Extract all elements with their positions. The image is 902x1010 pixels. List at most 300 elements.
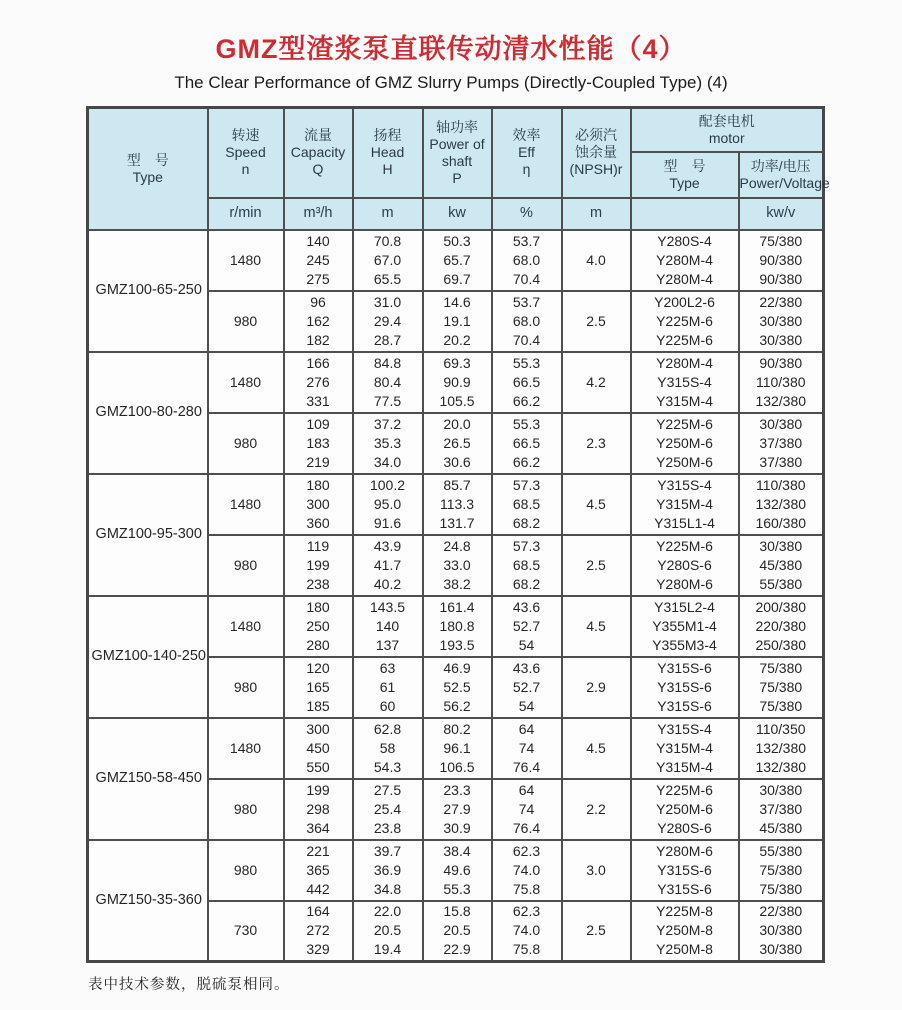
eff-values-line: 68.5 — [512, 556, 541, 573]
speed-value — [208, 535, 284, 596]
motor-type-values-line: Y315S-4 — [657, 720, 712, 737]
npsh-value — [562, 657, 631, 718]
shaft-power-values-line: 24.8 — [443, 537, 471, 554]
model-name — [88, 840, 208, 962]
power-voltage-values-line: 30/380 — [759, 781, 803, 798]
col-header-type — [88, 108, 208, 230]
eff-values-line: 75.8 — [512, 941, 541, 958]
motor-type-values-line: Y355M3-4 — [652, 636, 717, 653]
eff-values-line: 66.5 — [512, 373, 541, 390]
npsh-value-line: 2.5 — [586, 312, 606, 329]
head-values-line: 23.8 — [373, 819, 402, 836]
shaft-power-values-line: 30.9 — [443, 819, 471, 836]
power-voltage-values-line: 75/380 — [759, 697, 803, 714]
speed-value — [208, 779, 284, 840]
model-name — [88, 718, 208, 840]
motor-type-values-line: Y250M-6 — [656, 434, 713, 451]
capacity-values-line: 199 — [306, 781, 330, 798]
eff-values-line: 57.3 — [512, 537, 541, 554]
npsh-value-line: 2.9 — [586, 678, 606, 695]
motor-type-values — [631, 779, 739, 840]
col-header-speed-sym: n — [241, 161, 250, 178]
npsh-value — [562, 779, 631, 840]
power-voltage-values — [739, 901, 824, 962]
shaft-power-values — [423, 718, 492, 779]
eff-values-line: 68.5 — [512, 495, 541, 512]
power-voltage-values-line: 110/380 — [755, 476, 806, 493]
power-voltage-values — [739, 779, 824, 840]
model-name — [88, 474, 208, 596]
power-voltage-values-line: 75/380 — [759, 232, 803, 249]
capacity-values-line: 272 — [306, 922, 330, 939]
shaft-power-values-line: 69.3 — [443, 354, 471, 371]
head-values — [353, 779, 423, 840]
eff-values-line: 75.8 — [512, 880, 541, 897]
speed-value — [208, 901, 284, 962]
eff-values — [492, 779, 562, 840]
shaft-power-values-line: 80.2 — [443, 720, 471, 737]
capacity-values — [284, 291, 353, 352]
motor-type-values — [631, 718, 739, 779]
head-values-line: 80.4 — [373, 373, 402, 390]
power-voltage-values — [739, 596, 824, 657]
head-values-line: 140 — [375, 617, 400, 634]
table-row — [88, 596, 824, 657]
eff-values — [492, 901, 562, 962]
col-header-head — [353, 108, 423, 198]
motor-type-values-line: Y280S-6 — [657, 556, 712, 573]
capacity-values-line: 331 — [306, 392, 330, 409]
capacity-values-line: 199 — [306, 556, 330, 573]
speed-value-line: 980 — [233, 434, 258, 451]
shaft-power-values — [423, 840, 492, 901]
shaft-power-values — [423, 535, 492, 596]
eff-values-line: 53.7 — [512, 293, 541, 310]
col-header-power-voltage — [739, 152, 830, 198]
motor-type-values-line: Y225M-6 — [656, 537, 713, 554]
head-values-line: 58 — [379, 739, 396, 756]
speed-value — [208, 291, 284, 352]
unit-motor-type — [631, 198, 739, 230]
power-voltage-values-line: 90/380 — [759, 354, 803, 371]
shaft-power-values — [423, 230, 492, 291]
col-header-speed — [208, 108, 284, 198]
motor-type-values-line: Y315S-6 — [657, 659, 712, 676]
capacity-values-line: 185 — [306, 697, 330, 714]
head-values-line: 19.4 — [373, 941, 402, 958]
head-values-line: 100.2 — [369, 476, 406, 493]
shaft-power-values-line: 106.5 — [439, 758, 475, 775]
power-voltage-values — [739, 352, 824, 413]
motor-type-values — [631, 596, 739, 657]
speed-value — [208, 657, 284, 718]
motor-type-values-line: Y315M-4 — [656, 392, 713, 409]
npsh-value — [562, 840, 631, 901]
eff-values-line: 52.7 — [512, 678, 541, 695]
eff-values-line: 64 — [518, 781, 535, 798]
motor-type-values-line: Y280S-6 — [657, 819, 712, 836]
motor-type-values — [631, 657, 739, 718]
model-name — [88, 230, 208, 352]
col-header-eff-zh: 效率 — [512, 127, 541, 144]
eff-values — [492, 718, 562, 779]
col-header-motor-zh: 配套电机 — [698, 112, 755, 129]
motor-type-values-line: Y355M1-4 — [652, 617, 717, 634]
power-voltage-values-line: 132/380 — [755, 495, 807, 512]
col-header-shaft-power — [423, 108, 492, 198]
shaft-power-values-line: 38.2 — [443, 575, 471, 592]
npsh-value — [562, 901, 631, 962]
motor-type-values-line: Y225M-6 — [656, 312, 713, 329]
power-voltage-values — [739, 230, 824, 291]
shaft-power-values-line: 26.5 — [443, 434, 471, 451]
motor-type-values-line: Y280M-4 — [656, 354, 713, 371]
head-values-line: 41.7 — [373, 556, 402, 573]
npsh-value-line: 4.2 — [586, 373, 606, 390]
power-voltage-values-line: 75/380 — [759, 659, 803, 676]
head-values-line: 31.0 — [373, 293, 402, 310]
shaft-power-values-line: 113.3 — [440, 495, 474, 512]
shaft-power-values-line: 65.7 — [443, 251, 471, 268]
motor-type-values — [631, 413, 739, 474]
shaft-power-values-line: 180.8 — [439, 617, 475, 634]
motor-type-values-line: Y250M-8 — [656, 922, 713, 939]
shaft-power-values — [423, 779, 492, 840]
power-voltage-values-line: 160/380 — [755, 514, 807, 531]
table-row — [88, 352, 824, 413]
model-name-line: GMZ100-80-280 — [95, 404, 202, 420]
eff-values-line: 57.3 — [512, 476, 541, 493]
footnote: 表中技术参数，脱硫泵相同。 — [88, 977, 290, 993]
motor-type-values-line: Y315S-6 — [657, 861, 712, 878]
shaft-power-values-line: 193.5 — [439, 636, 475, 653]
power-voltage-values-line: 22/380 — [759, 293, 803, 310]
power-voltage-values-line: 132/380 — [755, 392, 807, 409]
table-row — [88, 840, 824, 901]
speed-value — [208, 352, 284, 413]
model-name-line: GMZ150-35-360 — [95, 891, 202, 908]
eff-values-line: 70.4 — [512, 270, 541, 287]
speed-value — [208, 596, 284, 657]
head-values-line: 60 — [379, 697, 396, 714]
capacity-values-line: 245 — [306, 251, 330, 268]
shaft-power-values-line: 46.9 — [443, 659, 471, 676]
motor-type-values-line: Y280M-4 — [656, 270, 713, 287]
shaft-power-values-line: 90.9 — [443, 373, 471, 390]
eff-values-line: 55.3 — [512, 354, 541, 371]
unit-head: m — [353, 198, 423, 230]
speed-value — [208, 474, 284, 535]
motor-type-values-line: Y315M-4 — [656, 495, 713, 512]
unit-capacity: m³/h — [284, 198, 353, 230]
shaft-power-values-line: 23.3 — [443, 781, 471, 798]
power-voltage-values — [739, 474, 824, 535]
speed-value-line: 1480 — [229, 739, 262, 756]
head-values-line: 28.7 — [373, 331, 402, 348]
capacity-values — [284, 779, 353, 840]
capacity-values-line: 238 — [306, 575, 330, 592]
power-voltage-values-line: 110/350 — [755, 720, 806, 737]
unit-power: kw — [423, 198, 492, 230]
head-values-line: 91.6 — [373, 514, 402, 531]
col-header-pv-zh: 功率/电压 — [750, 157, 811, 174]
power-voltage-values — [739, 657, 824, 718]
col-header-motor-type — [631, 152, 739, 198]
head-values-line: 63 — [379, 659, 396, 676]
speed-value-line: 1480 — [229, 617, 262, 634]
unit-eff: % — [492, 198, 562, 230]
eff-values-line: 55.3 — [512, 415, 541, 432]
shaft-power-values-line: 96.1 — [443, 739, 471, 756]
shaft-power-values — [423, 901, 492, 962]
power-voltage-values-line: 30/380 — [759, 922, 803, 939]
shaft-power-values — [423, 596, 492, 657]
unit-power-voltage: kw/v — [739, 198, 824, 230]
head-values-line: 35.3 — [373, 434, 402, 451]
head-values-line: 27.5 — [373, 781, 402, 798]
col-header-type-zh: 型 号 — [126, 151, 169, 168]
eff-values — [492, 230, 562, 291]
head-values-line: 39.7 — [373, 842, 402, 859]
shaft-power-values — [423, 474, 492, 535]
motor-type-values — [631, 230, 739, 291]
head-values-line: 37.2 — [373, 415, 402, 432]
motor-type-values-line: Y250M-8 — [656, 941, 713, 958]
eff-values-line: 74 — [518, 800, 535, 817]
shaft-power-values-line: 20.5 — [443, 922, 471, 939]
npsh-value — [562, 413, 631, 474]
capacity-values-line: 300 — [306, 720, 330, 737]
capacity-values-line: 162 — [306, 312, 330, 329]
head-values-line: 20.5 — [373, 922, 402, 939]
col-header-motor-type-zh: 型 号 — [663, 157, 706, 174]
page-title: GMZ型渣浆泵直联传动清水性能（4） — [215, 34, 687, 64]
head-values — [353, 352, 423, 413]
capacity-values — [284, 657, 353, 718]
eff-values-line: 74.0 — [512, 922, 541, 939]
shaft-power-values-line: 85.7 — [443, 476, 471, 493]
shaft-power-values — [423, 657, 492, 718]
shaft-power-values — [423, 413, 492, 474]
head-values-line: 61 — [379, 678, 396, 695]
table-row — [88, 474, 824, 535]
col-header-npsh-zh1: 必须汽 — [575, 127, 617, 144]
head-values-line: 65.5 — [373, 270, 402, 287]
power-voltage-values-line: 220/380 — [755, 617, 807, 634]
shaft-power-values-line: 15.8 — [443, 903, 471, 920]
capacity-values-line: 298 — [306, 800, 330, 817]
model-name-line: GMZ100-65-250 — [95, 282, 202, 298]
head-values — [353, 596, 423, 657]
capacity-values-line: 276 — [306, 373, 330, 390]
head-values-line: 84.8 — [373, 354, 402, 371]
power-voltage-values-line: 55/380 — [759, 575, 803, 592]
model-name-line: GMZ150-58-450 — [95, 770, 202, 786]
eff-values — [492, 596, 562, 657]
motor-type-values-line: Y250M-6 — [656, 453, 713, 470]
capacity-values — [284, 840, 353, 901]
capacity-values-line: 96 — [310, 293, 326, 310]
model-name — [88, 596, 208, 718]
eff-values-line: 62.3 — [512, 842, 541, 859]
speed-value — [208, 840, 284, 901]
npsh-value — [562, 535, 631, 596]
head-values-line: 67.0 — [373, 251, 402, 268]
performance-table — [86, 106, 830, 963]
motor-type-values — [631, 291, 739, 352]
capacity-values-line: 300 — [306, 495, 330, 512]
capacity-values-line: 250 — [306, 617, 330, 634]
speed-value-line: 1480 — [229, 373, 262, 390]
eff-values-line: 76.4 — [512, 758, 541, 775]
capacity-values — [284, 535, 353, 596]
table-row — [88, 718, 824, 779]
model-name-line: GMZ100-95-300 — [95, 526, 202, 542]
speed-value-line: 1480 — [229, 251, 262, 268]
power-voltage-values-line: 132/380 — [755, 758, 807, 775]
eff-values-line: 68.2 — [512, 514, 541, 531]
capacity-values-line: 219 — [306, 453, 330, 470]
col-header-power-sym: P — [452, 169, 462, 186]
npsh-value-line: 4.5 — [586, 739, 606, 756]
motor-type-values-line: Y315M-4 — [656, 758, 713, 775]
shaft-power-values — [423, 352, 492, 413]
shaft-power-values-line: 56.2 — [443, 697, 471, 714]
npsh-value — [562, 718, 631, 779]
head-values-line: 22.0 — [373, 903, 402, 920]
capacity-values-line: 180 — [306, 476, 330, 493]
speed-value — [208, 413, 284, 474]
eff-values-line: 74 — [518, 739, 535, 756]
eff-values-line: 66.2 — [512, 392, 541, 409]
col-header-eff-sym: η — [522, 161, 531, 178]
npsh-value — [562, 230, 631, 291]
head-values-line: 36.9 — [373, 861, 402, 878]
power-voltage-values-line: 90/380 — [759, 270, 803, 287]
col-header-npsh-en: (NPSH)r — [569, 161, 623, 178]
col-header-capacity-zh: 流量 — [304, 127, 332, 144]
capacity-values-line: 164 — [306, 903, 330, 920]
col-header-power-en2: shaft — [441, 152, 473, 169]
capacity-values — [284, 718, 353, 779]
col-header-speed-en: Speed — [225, 144, 266, 161]
eff-values-line: 68.0 — [512, 312, 541, 329]
capacity-values-line: 442 — [306, 880, 330, 897]
head-values-line: 54.3 — [373, 758, 402, 775]
shaft-power-values-line: 33.0 — [443, 556, 471, 573]
npsh-value-line: 4.0 — [586, 251, 606, 268]
power-voltage-values-line: 75/380 — [759, 861, 803, 878]
motor-type-values-line: Y280M-6 — [656, 842, 713, 859]
shaft-power-values-line: 49.6 — [443, 861, 471, 878]
col-header-eff-en: Eff — [518, 144, 535, 161]
col-header-motor-type-en: Type — [669, 174, 700, 191]
head-values-line: 62.8 — [373, 720, 402, 737]
motor-type-values — [631, 840, 739, 901]
shaft-power-values-line: 22.9 — [443, 941, 471, 958]
head-values-line: 40.2 — [373, 575, 402, 592]
capacity-values — [284, 596, 353, 657]
col-header-head-zh: 扬程 — [373, 127, 402, 144]
power-voltage-values-line: 75/380 — [759, 678, 803, 695]
shaft-power-values-line: 161.4 — [439, 598, 475, 615]
power-voltage-values-line: 30/380 — [759, 415, 803, 432]
power-voltage-values-line: 55/380 — [759, 842, 803, 859]
motor-type-values — [631, 352, 739, 413]
col-header-npsh-zh2: 蚀余量 — [575, 144, 617, 161]
power-voltage-values-line: 37/380 — [759, 453, 803, 470]
head-values-line: 25.4 — [373, 800, 402, 817]
eff-values — [492, 657, 562, 718]
power-voltage-values-line: 75/380 — [759, 880, 803, 897]
speed-value-line: 980 — [233, 861, 258, 878]
shaft-power-values-line: 27.9 — [443, 800, 471, 817]
capacity-values-line: 329 — [306, 941, 330, 958]
capacity-values — [284, 413, 353, 474]
motor-type-values-line: Y315L2-4 — [654, 598, 715, 615]
head-values — [353, 413, 423, 474]
motor-type-values-line: Y315S-4 — [657, 373, 712, 390]
npsh-value — [562, 474, 631, 535]
capacity-values-line: 166 — [306, 354, 330, 371]
col-header-efficiency — [492, 108, 562, 198]
head-values-line: 29.4 — [373, 312, 402, 329]
npsh-value-line: 2.5 — [586, 922, 606, 939]
table-row — [88, 230, 824, 291]
shaft-power-values — [423, 291, 492, 352]
eff-values — [492, 291, 562, 352]
motor-type-values-line: Y280S-4 — [657, 232, 712, 249]
head-values-line: 137 — [375, 636, 400, 653]
head-values — [353, 535, 423, 596]
capacity-values-line: 182 — [306, 331, 330, 348]
eff-values-line: 68.0 — [512, 251, 541, 268]
capacity-values — [284, 352, 353, 413]
motor-type-values-line: Y315S-6 — [657, 678, 712, 695]
power-voltage-values-line: 45/380 — [759, 556, 803, 573]
eff-values — [492, 535, 562, 596]
head-values — [353, 901, 423, 962]
eff-values-line: 54 — [518, 636, 535, 653]
unit-speed: r/min — [208, 198, 284, 230]
shaft-power-values-line: 50.3 — [443, 232, 471, 249]
shaft-power-values-line: 20.0 — [443, 415, 471, 432]
capacity-values-line: 364 — [306, 819, 330, 836]
head-values-line: 43.9 — [373, 537, 402, 554]
motor-type-values-line: Y200L2-6 — [654, 293, 715, 310]
motor-type-values-line: Y315S-4 — [657, 476, 712, 493]
col-header-head-sym: H — [382, 161, 393, 178]
motor-type-values-line: Y225M-6 — [656, 415, 713, 432]
capacity-values-line: 221 — [306, 842, 330, 859]
page-subtitle: The Clear Performance of GMZ Slurry Pumps (Directly-Coupled Type) (4) — [174, 73, 728, 92]
power-voltage-values — [739, 840, 824, 901]
capacity-values-line: 180 — [306, 598, 330, 615]
motor-type-values-line: Y225M-8 — [656, 903, 713, 920]
npsh-value-line: 3.0 — [586, 861, 606, 878]
col-header-pv-en: Power/Voltage — [739, 174, 830, 191]
col-header-power-en1: Power of — [429, 135, 485, 152]
power-voltage-values-line: 132/380 — [755, 739, 807, 756]
motor-type-values-line: Y225M-6 — [656, 331, 713, 348]
eff-values-line: 52.7 — [512, 617, 541, 634]
motor-type-values-line: Y225M-6 — [656, 781, 713, 798]
shaft-power-values-line: 55.3 — [443, 880, 471, 897]
power-voltage-values — [739, 535, 824, 596]
shaft-power-values-line: 14.6 — [443, 293, 471, 310]
power-voltage-values-line: 90/380 — [759, 251, 803, 268]
shaft-power-values-line: 20.2 — [443, 331, 471, 348]
